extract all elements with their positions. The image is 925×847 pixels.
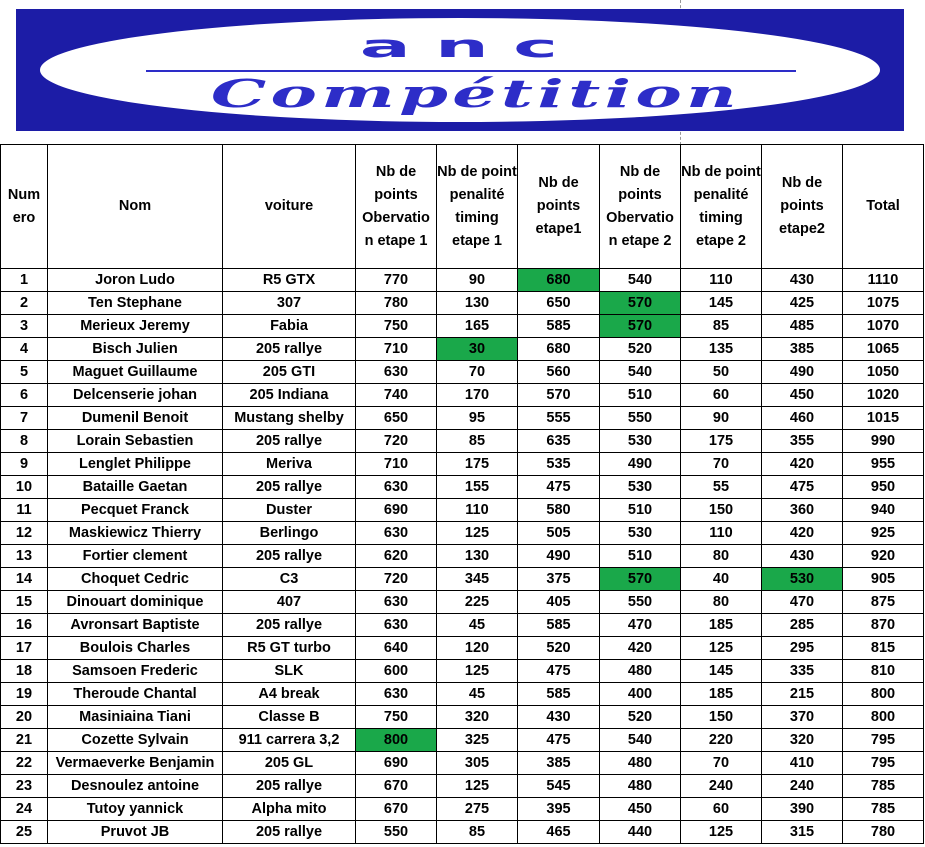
results-table [0,144,924,844]
cell-total: 905 [843,568,924,591]
table-header [1,145,924,269]
cell-pts2: 355 [762,430,843,453]
cell-nom: Theroude Chantal [48,683,223,706]
table-row [1,430,924,453]
header-points-etape1: Nb de points etape1 [518,145,600,269]
cell-pts1: 585 [518,683,600,706]
cell-num: 4 [1,338,48,361]
cell-obs1: 630 [356,361,437,384]
cell-voiture: R5 GTX [223,269,356,292]
cell-obs1: 630 [356,591,437,614]
cell-pts1: 680 [518,269,600,292]
cell-voiture: 205 rallye [223,775,356,798]
cell-pen2: 50 [681,361,762,384]
cell-num: 10 [1,476,48,499]
cell-total: 875 [843,591,924,614]
cell-pen2: 110 [681,269,762,292]
cell-pen2: 150 [681,706,762,729]
cell-nom: Fortier clement [48,545,223,568]
cell-pts2: 485 [762,315,843,338]
cell-total: 1070 [843,315,924,338]
cell-pen1: 320 [437,706,518,729]
cell-obs1: 780 [356,292,437,315]
cell-pen1: 305 [437,752,518,775]
cell-pen2: 40 [681,568,762,591]
header-row [1,145,924,269]
cell-obs1: 630 [356,522,437,545]
cell-pts2: 460 [762,407,843,430]
cell-pen2: 125 [681,637,762,660]
cell-total: 785 [843,798,924,821]
cell-obs1: 670 [356,775,437,798]
cell-pen1: 95 [437,407,518,430]
cell-pen1: 125 [437,660,518,683]
table-row [1,315,924,338]
table-row [1,292,924,315]
cell-pts1: 635 [518,430,600,453]
cell-num: 5 [1,361,48,384]
cell-obs2: 550 [600,591,681,614]
cell-obs2: 570 [600,292,681,315]
table-row [1,729,924,752]
header-penalite-etape1: Nb de point penalité timing etape 1 [437,145,518,269]
cell-obs1: 630 [356,614,437,637]
cell-pts1: 395 [518,798,600,821]
cell-obs2: 510 [600,545,681,568]
cell-total: 795 [843,752,924,775]
cell-pen2: 70 [681,752,762,775]
cell-pen2: 60 [681,798,762,821]
cell-total: 1065 [843,338,924,361]
cell-num: 12 [1,522,48,545]
cell-pts2: 420 [762,453,843,476]
cell-voiture: C3 [223,568,356,591]
table-row [1,338,924,361]
cell-num: 8 [1,430,48,453]
cell-pen1: 120 [437,637,518,660]
cell-obs2: 450 [600,798,681,821]
cell-obs1: 750 [356,706,437,729]
cell-pen2: 175 [681,430,762,453]
cell-voiture: 205 rallye [223,545,356,568]
cell-pen1: 110 [437,499,518,522]
cell-obs2: 570 [600,568,681,591]
cell-num: 18 [1,660,48,683]
cell-total: 780 [843,821,924,844]
cell-num: 20 [1,706,48,729]
cell-total: 1050 [843,361,924,384]
cell-pen1: 125 [437,522,518,545]
cell-pts2: 475 [762,476,843,499]
header-obs-etape2: Nb de points Obervatio n etape 2 [600,145,681,269]
cell-voiture: Classe B [223,706,356,729]
cell-pen1: 175 [437,453,518,476]
cell-num: 19 [1,683,48,706]
cell-total: 785 [843,775,924,798]
cell-num: 13 [1,545,48,568]
cell-total: 815 [843,637,924,660]
cell-obs1: 710 [356,453,437,476]
cell-obs1: 670 [356,798,437,821]
cell-pts2: 490 [762,361,843,384]
cell-obs2: 440 [600,821,681,844]
cell-pen2: 145 [681,660,762,683]
cell-voiture: Duster [223,499,356,522]
cell-pen2: 110 [681,522,762,545]
cell-pen1: 130 [437,545,518,568]
cell-pts1: 475 [518,476,600,499]
cell-obs2: 540 [600,361,681,384]
cell-pen2: 70 [681,453,762,476]
cell-pen1: 45 [437,683,518,706]
cell-nom: Choquet Cedric [48,568,223,591]
cell-pts1: 560 [518,361,600,384]
cell-pen1: 85 [437,821,518,844]
cell-pen1: 85 [437,430,518,453]
cell-obs2: 540 [600,269,681,292]
logo-bottom-text: Compétition [210,71,742,117]
table-row [1,476,924,499]
cell-voiture: A4 break [223,683,356,706]
cell-pen2: 125 [681,821,762,844]
cell-nom: Tutoy yannick [48,798,223,821]
cell-pts1: 570 [518,384,600,407]
cell-pts1: 385 [518,752,600,775]
cell-pen2: 55 [681,476,762,499]
cell-pts2: 470 [762,591,843,614]
cell-num: 17 [1,637,48,660]
cell-pen2: 220 [681,729,762,752]
cell-voiture: 205 rallye [223,338,356,361]
cell-pen1: 345 [437,568,518,591]
cell-nom: Vermaeverke Benjamin [48,752,223,775]
cell-obs1: 720 [356,568,437,591]
cell-pts2: 360 [762,499,843,522]
table-row [1,591,924,614]
cell-pts2: 390 [762,798,843,821]
table-row [1,407,924,430]
cell-nom: Joron Ludo [48,269,223,292]
cell-pts1: 555 [518,407,600,430]
cell-total: 800 [843,683,924,706]
cell-voiture: 911 carrera 3,2 [223,729,356,752]
cell-nom: Maskiewicz Thierry [48,522,223,545]
cell-pen1: 155 [437,476,518,499]
cell-pts2: 240 [762,775,843,798]
cell-voiture: 205 Indiana [223,384,356,407]
table-row [1,752,924,775]
cell-pts1: 520 [518,637,600,660]
cell-pts2: 320 [762,729,843,752]
cell-voiture: 205 rallye [223,430,356,453]
table-row [1,361,924,384]
cell-total: 940 [843,499,924,522]
cell-voiture: 205 rallye [223,476,356,499]
cell-obs2: 420 [600,637,681,660]
cell-voiture: 205 rallye [223,614,356,637]
cell-pen2: 145 [681,292,762,315]
header-numero: Num ero [1,145,48,269]
header-points-etape2: Nb de points etape2 [762,145,843,269]
table-row [1,384,924,407]
logo-top-text: anc [359,28,583,65]
cell-pts1: 490 [518,545,600,568]
cell-pen1: 130 [437,292,518,315]
cell-obs2: 480 [600,775,681,798]
cell-total: 795 [843,729,924,752]
cell-obs2: 540 [600,729,681,752]
cell-pen1: 225 [437,591,518,614]
cell-obs2: 470 [600,614,681,637]
cell-voiture: 205 rallye [223,821,356,844]
cell-pen1: 70 [437,361,518,384]
cell-pts1: 585 [518,315,600,338]
cell-total: 810 [843,660,924,683]
cell-voiture: 205 GL [223,752,356,775]
anc-competition-logo [16,9,904,131]
cell-num: 24 [1,798,48,821]
cell-total: 950 [843,476,924,499]
cell-num: 14 [1,568,48,591]
cell-pts2: 450 [762,384,843,407]
header-obs-etape1: Nb de points Obervatio n etape 1 [356,145,437,269]
cell-num: 22 [1,752,48,775]
cell-voiture: SLK [223,660,356,683]
cell-pen2: 150 [681,499,762,522]
table-row [1,798,924,821]
cell-obs1: 720 [356,430,437,453]
cell-total: 1015 [843,407,924,430]
cell-total: 800 [843,706,924,729]
cell-obs2: 510 [600,384,681,407]
cell-pts1: 580 [518,499,600,522]
table-row [1,660,924,683]
cell-num: 6 [1,384,48,407]
cell-nom: Pruvot JB [48,821,223,844]
cell-obs2: 530 [600,522,681,545]
cell-nom: Lorain Sebastien [48,430,223,453]
cell-pen2: 185 [681,614,762,637]
cell-pts2: 370 [762,706,843,729]
cell-pen1: 90 [437,269,518,292]
cell-pen2: 185 [681,683,762,706]
cell-obs2: 530 [600,476,681,499]
table-row [1,775,924,798]
cell-obs2: 570 [600,315,681,338]
cell-pts2: 315 [762,821,843,844]
cell-num: 2 [1,292,48,315]
cell-total: 990 [843,430,924,453]
cell-nom: Pecquet Franck [48,499,223,522]
cell-pts2: 530 [762,568,843,591]
table-body [1,269,924,844]
cell-obs1: 550 [356,821,437,844]
cell-obs1: 710 [356,338,437,361]
table-row [1,269,924,292]
cell-num: 3 [1,315,48,338]
header-voiture: voiture [223,145,356,269]
table-row [1,545,924,568]
cell-nom: Maguet Guillaume [48,361,223,384]
table-row [1,453,924,476]
table-row [1,821,924,844]
header-total: Total [843,145,924,269]
cell-obs2: 510 [600,499,681,522]
cell-obs2: 490 [600,453,681,476]
cell-nom: Desnoulez antoine [48,775,223,798]
cell-nom: Bisch Julien [48,338,223,361]
cell-nom: Cozette Sylvain [48,729,223,752]
cell-obs1: 630 [356,683,437,706]
cell-pts2: 335 [762,660,843,683]
cell-obs1: 650 [356,407,437,430]
table-row [1,683,924,706]
cell-pts1: 375 [518,568,600,591]
cell-obs1: 630 [356,476,437,499]
cell-pts2: 285 [762,614,843,637]
cell-nom: Lenglet Philippe [48,453,223,476]
cell-pts1: 545 [518,775,600,798]
cell-obs2: 530 [600,430,681,453]
cell-voiture: 205 GTI [223,361,356,384]
cell-nom: Samsoen Frederic [48,660,223,683]
cell-obs1: 740 [356,384,437,407]
cell-total: 1110 [843,269,924,292]
cell-pts2: 295 [762,637,843,660]
cell-pts1: 475 [518,660,600,683]
cell-total: 1075 [843,292,924,315]
cell-nom: Dumenil Benoit [48,407,223,430]
cell-pts1: 650 [518,292,600,315]
cell-obs1: 690 [356,752,437,775]
cell-total: 925 [843,522,924,545]
header-penalite-etape2: Nb de point penalité timing etape 2 [681,145,762,269]
cell-pen2: 80 [681,591,762,614]
cell-num: 7 [1,407,48,430]
cell-obs1: 640 [356,637,437,660]
cell-pen2: 85 [681,315,762,338]
cell-num: 25 [1,821,48,844]
cell-nom: Dinouart dominique [48,591,223,614]
cell-pen2: 135 [681,338,762,361]
cell-num: 23 [1,775,48,798]
cell-obs2: 520 [600,706,681,729]
table-row [1,706,924,729]
cell-pen2: 60 [681,384,762,407]
cell-voiture: Alpha mito [223,798,356,821]
cell-obs1: 750 [356,315,437,338]
cell-voiture: Berlingo [223,522,356,545]
cell-pen1: 325 [437,729,518,752]
cell-obs1: 690 [356,499,437,522]
cell-pts1: 465 [518,821,600,844]
cell-obs2: 400 [600,683,681,706]
cell-obs1: 800 [356,729,437,752]
cell-nom: Bataille Gaetan [48,476,223,499]
cell-num: 1 [1,269,48,292]
cell-pts1: 405 [518,591,600,614]
cell-total: 920 [843,545,924,568]
cell-pen2: 90 [681,407,762,430]
cell-pts2: 430 [762,545,843,568]
cell-obs1: 600 [356,660,437,683]
competition-logo-banner [16,9,904,131]
cell-pen1: 275 [437,798,518,821]
cell-obs2: 520 [600,338,681,361]
table-row [1,568,924,591]
cell-num: 16 [1,614,48,637]
cell-pts1: 475 [518,729,600,752]
cell-voiture: Fabia [223,315,356,338]
cell-obs2: 550 [600,407,681,430]
table-row [1,637,924,660]
cell-voiture: 407 [223,591,356,614]
cell-voiture: Meriva [223,453,356,476]
cell-pts2: 410 [762,752,843,775]
cell-pts2: 420 [762,522,843,545]
cell-pen1: 45 [437,614,518,637]
cell-obs2: 480 [600,660,681,683]
cell-pen1: 165 [437,315,518,338]
cell-pts2: 215 [762,683,843,706]
cell-pts2: 385 [762,338,843,361]
cell-pts1: 505 [518,522,600,545]
cell-pts2: 430 [762,269,843,292]
cell-nom: Boulois Charles [48,637,223,660]
table-row [1,499,924,522]
cell-obs2: 480 [600,752,681,775]
header-nom: Nom [48,145,223,269]
cell-obs1: 770 [356,269,437,292]
cell-num: 15 [1,591,48,614]
cell-pts1: 535 [518,453,600,476]
cell-pts1: 585 [518,614,600,637]
cell-total: 1020 [843,384,924,407]
cell-obs1: 620 [356,545,437,568]
table-row [1,522,924,545]
cell-pts1: 680 [518,338,600,361]
cell-pen1: 170 [437,384,518,407]
cell-pen2: 240 [681,775,762,798]
cell-nom: Merieux Jeremy [48,315,223,338]
cell-pen1: 125 [437,775,518,798]
cell-total: 955 [843,453,924,476]
cell-pen1: 30 [437,338,518,361]
cell-num: 21 [1,729,48,752]
cell-nom: Avronsart Baptiste [48,614,223,637]
table-row [1,614,924,637]
cell-num: 9 [1,453,48,476]
cell-voiture: Mustang shelby [223,407,356,430]
cell-voiture: R5 GT turbo [223,637,356,660]
cell-pts1: 430 [518,706,600,729]
cell-num: 11 [1,499,48,522]
cell-nom: Ten Stephane [48,292,223,315]
cell-pts2: 425 [762,292,843,315]
cell-nom: Delcenserie johan [48,384,223,407]
cell-pen2: 80 [681,545,762,568]
cell-total: 870 [843,614,924,637]
cell-nom: Masiniaina Tiani [48,706,223,729]
cell-voiture: 307 [223,292,356,315]
